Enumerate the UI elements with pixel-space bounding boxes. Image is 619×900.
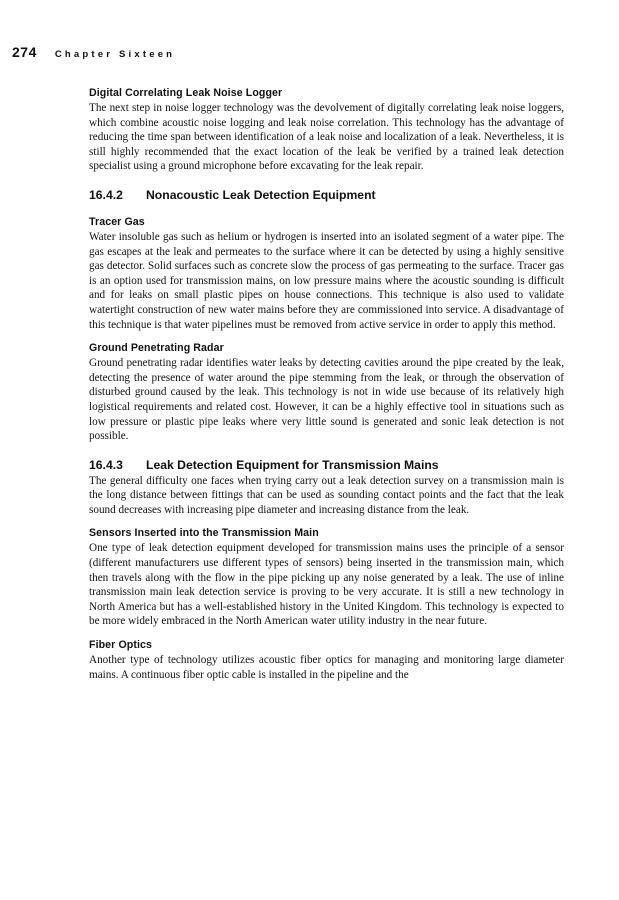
subheading-digital-logger: Digital Correlating Leak Noise Logger — [89, 87, 283, 99]
running-header — [12, 44, 175, 64]
section-heading-16-4-2 — [89, 187, 564, 203]
paragraph-ground-radar: Ground penetrating radar identifies water leaks by detecting cavities around the pipe created by the leak, detecting the presence of water around the pipe stemming from the leak, or through the observation of disturbed ground caused by the leak. This technology is not in wide use because of its relatively high logistical requirements and related cost. However, it can be a highly effective tool in situations such as low pressure or plastic pipe leaks where very little sound is generated and sonic leak detection is not possible. — [89, 357, 564, 443]
subheading-tracer-gas: Tracer Gas — [89, 215, 145, 228]
section-number: 16.4.2 — [89, 187, 123, 202]
paragraph-digital-logger: The next step in noise logger technology was the devolvement of digitally correlating leak noise loggers, which combine acoustic noise logging and leak noise correlation. This technology has the advantage of reducing the time span between identification of a leak noise and localization of a leak. Nevertheless, it is still highly recommended that the exact location of the leak be verified by a trained leak detection specialist using a ground microphone before excavating for the leak repair. — [89, 102, 564, 173]
page-number: 274 — [12, 44, 37, 60]
section-title: Leak Detection Equipment for Transmission Mains — [146, 457, 439, 472]
paragraph-sensors: One type of leak detection equipment developed for transmission mains uses the principle of a sensor (different manufacturers use different types of sensors) being inserted in the transmission main, which then travels along with the flow in the pipe picking up any noise generated by a leak. The use of inline transmission main leak detection service is proving to be very accurate. It is still a new technology in North America but has a well-established history in the United Kingdom. This technology is expected to be more widely embraced in the North American water utility industry in the near future. — [89, 542, 564, 628]
section-heading-16-4-3 — [89, 457, 564, 473]
chapter-title: Chapter Sixteen — [54, 49, 176, 60]
section-title: Nonacoustic Leak Detection Equipment — [146, 187, 376, 202]
section-number: 16.4.3 — [89, 457, 123, 472]
subheading-ground-radar: Ground Penetrating Radar — [89, 342, 224, 355]
subheading-fiber-optics: Fiber Optics — [89, 639, 153, 652]
paragraph-fiber-optics: Another type of technology utilizes acoustic fiber optics for managing and monitoring large diameter mains. A continuous fiber optic cable is installed in the pipeline and the — [89, 654, 564, 681]
paragraph-tracer-gas: Water insoluble gas such as helium or hydrogen is inserted into an isolated segment of a water pipe. The gas escapes at the leak and permeates to the surface where it can be detected by using a highly sensitive gas detector. Solid surfaces such as concrete slow the process of gas permeating to the surface. Tracer gas is an option used for transmission mains, on low pressure mains where the acoustic sounding is difficult and for leaks on small plastic pipes on house connections. This technique is also used to validate watertight construction of new water mains before they are commissioned into service. A disadvantage of this technique is that water pipelines must be removed from active service in order to apply this method. — [89, 230, 564, 331]
paragraph-transmission-mains: The general difficulty one faces when trying carry out a leak detection survey on a transmission main is the long distance between fittings that can be used as sounding contact points and the fact that the leak sound decreases with increasing pipe diameter and increasing distance from the leak. — [89, 474, 564, 516]
page-body — [89, 86, 564, 682]
subheading-sensors: Sensors Inserted into the Transmission Main — [89, 527, 319, 540]
